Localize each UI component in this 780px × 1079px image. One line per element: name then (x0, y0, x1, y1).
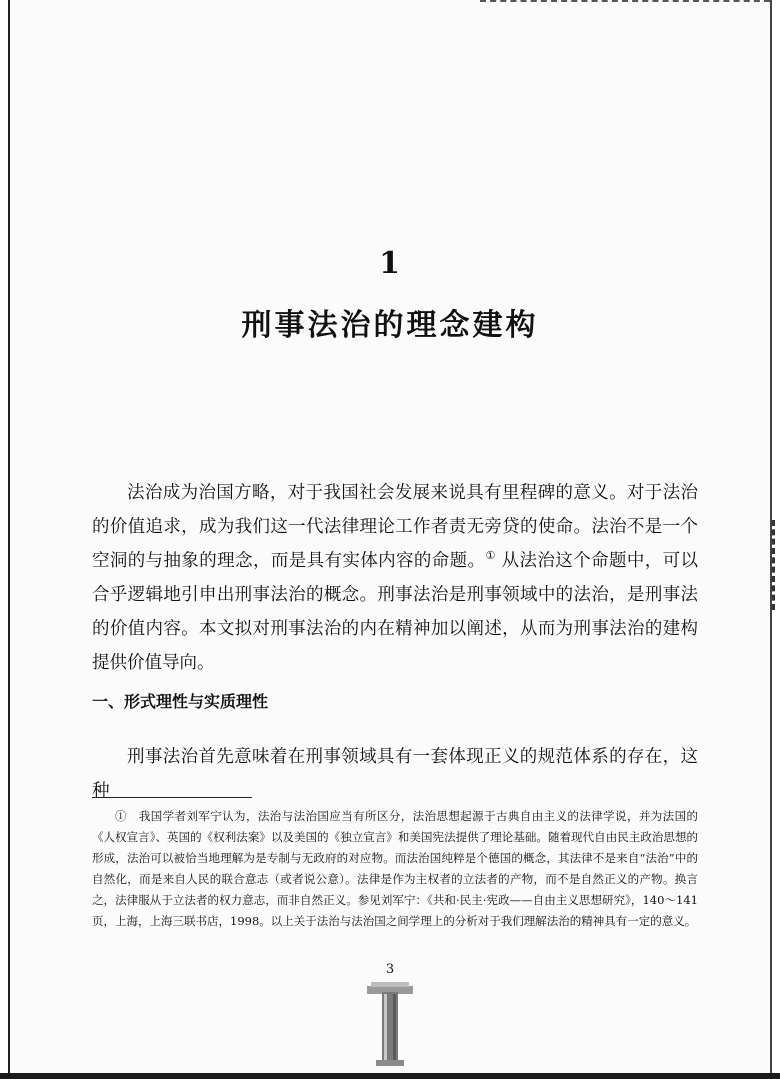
intro-text-1: 法治成为治国方略，对于我国社会发展来说具有里程碑的意义。对于法治的价值追求，成为我们这一代法律理论工作者责无旁贷的使命。法治不是一个空洞的与抽象的理念，而是具有实体内容的命题。 (92, 483, 698, 571)
page-ornament-icon (367, 980, 413, 1066)
scan-edge-marks (772, 520, 780, 610)
section-heading: 一、形式理性与实质理性 (92, 692, 269, 711)
chapter-number: 1 (379, 246, 401, 281)
intro-paragraph (92, 476, 698, 680)
scan-top-edge (480, 0, 770, 2)
footnote-reference[interactable]: ① (485, 549, 496, 563)
footnote (92, 806, 698, 932)
page-number: 3 (385, 962, 395, 977)
intro-text-2: 从法治这个命题中，可以合乎逻辑地引申出刑事法治的概念。刑事法治是刑事领域中的法治，是刑事法的价值内容。本文拟对刑事法治的内在精神加以阐述，从而为刑事法治的建构提供价值导向。 (92, 551, 698, 673)
scan-bottom-edge (0, 1073, 780, 1079)
section-paragraph: 刑事法治首先意味着在刑事领域具有一套体现正义的规范体系的存在，这种 (92, 747, 698, 801)
footnote-text: 我国学者刘军宁认为，法治与法治国应当有所区分，法治思想起源于古典自由主义的法律学说，并为法国的《人权宣言》、英国的《权利法案》以及美国的《独立宣言》和美国宪法提供了理论基础。随着现代自由民主政治思想的形成，法治可以被恰当地理解为是专制与无政府的对应物。而法治国纯粹是个德国的概念，其法律不是来自“法治”中的自然化，而是来自人民的联合意志（或者说公意）。法律是作为主权者的立法者的产物，而不是自然正义的产物。换言之，法律服从于立法者的权力意志，而非自然正义。参见刘军宁：《共和·民主·宪政——自由主义思想研究》，140～141页，上海，上海三联书店，1998。以上关于法治与法治国之间学理上的分析对于我们理解法治的精神具有一定的意义。 (92, 809, 698, 928)
footnote-marker: ① (115, 809, 127, 823)
footnote-divider (92, 797, 252, 798)
chapter-title: 刑事法治的理念建构 (241, 308, 539, 343)
